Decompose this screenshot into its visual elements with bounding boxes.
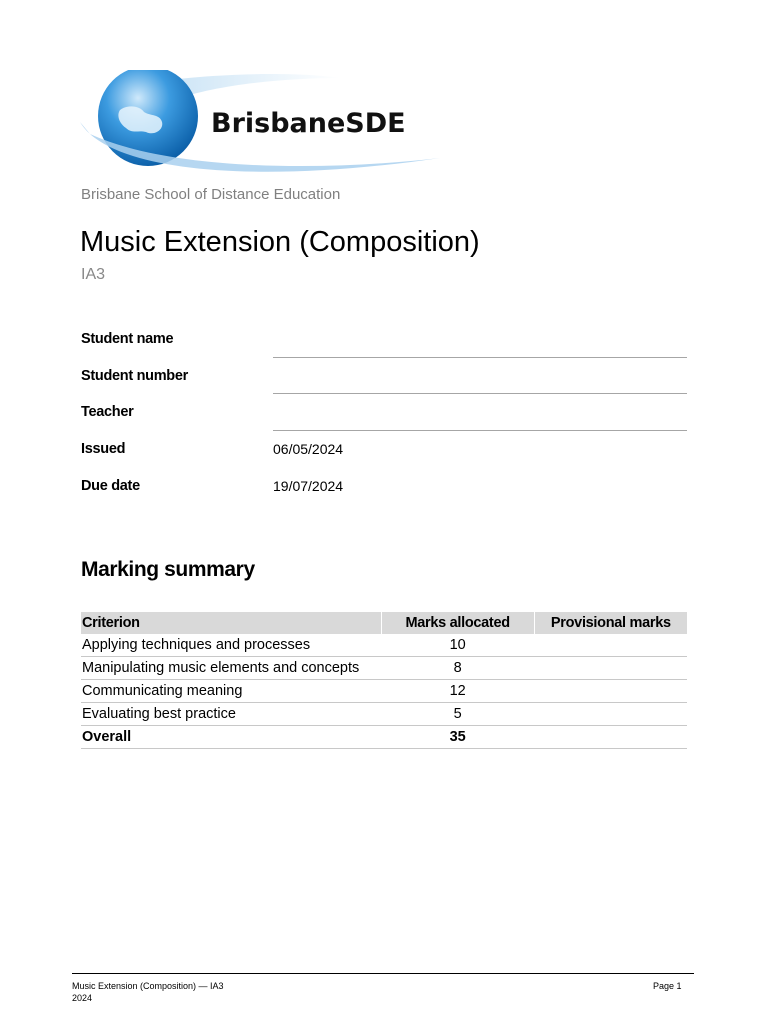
footer-divider (72, 973, 694, 974)
student-name-line (273, 357, 687, 358)
issued-value: 06/05/2024 (273, 441, 344, 457)
marks-cell: 12 (381, 680, 534, 703)
provisional-cell[interactable] (534, 703, 687, 726)
marks-cell: 35 (381, 726, 534, 749)
student-name-label: Student name (81, 331, 174, 347)
page-subtitle: IA3 (81, 266, 106, 283)
provisional-cell[interactable] (534, 634, 687, 657)
marking-summary-table (81, 612, 687, 749)
col-header-provisional-marks: Provisional marks (534, 612, 687, 634)
footer-year: 2024 (72, 993, 93, 1003)
col-header-criterion: Criterion (81, 612, 381, 634)
overall-row (81, 726, 687, 749)
marks-cell: 5 (381, 703, 534, 726)
provisional-cell[interactable] (534, 657, 687, 680)
provisional-cell[interactable] (534, 680, 687, 703)
col-header-marks-allocated: Marks allocated (381, 612, 534, 634)
table-row (81, 634, 687, 657)
marks-cell: 10 (381, 634, 534, 657)
page-title: Music Extension (Composition) (80, 226, 480, 258)
due-date-value: 19/07/2024 (273, 478, 344, 494)
marking-summary-heading: Marking summary (81, 558, 255, 581)
criterion-cell: Manipulating music elements and concepts (81, 657, 381, 680)
footer-page-number: Page 1 (653, 981, 682, 991)
brisbanesde-logo (78, 70, 458, 182)
teacher-label: Teacher (81, 404, 134, 420)
due-date-label: Due date (81, 478, 140, 494)
table-row (81, 680, 687, 703)
student-number-line (273, 393, 687, 394)
criterion-cell: Applying techniques and processes (81, 634, 381, 657)
school-name: Brisbane School of Distance Education (81, 186, 341, 203)
criterion-cell: Communicating meaning (81, 680, 381, 703)
teacher-line (273, 430, 687, 431)
criterion-cell: Overall (81, 726, 381, 749)
issued-label: Issued (81, 441, 126, 457)
criterion-cell: Evaluating best practice (81, 703, 381, 726)
footer-doc-title: Music Extension (Composition) — IA3 (72, 981, 224, 991)
logo-wordmark: BrisbaneSDE (211, 108, 406, 139)
table-row (81, 657, 687, 680)
student-number-label: Student number (81, 368, 188, 384)
table-header-row (81, 612, 687, 634)
marks-cell: 8 (381, 657, 534, 680)
table-row (81, 703, 687, 726)
provisional-cell[interactable] (534, 726, 687, 749)
